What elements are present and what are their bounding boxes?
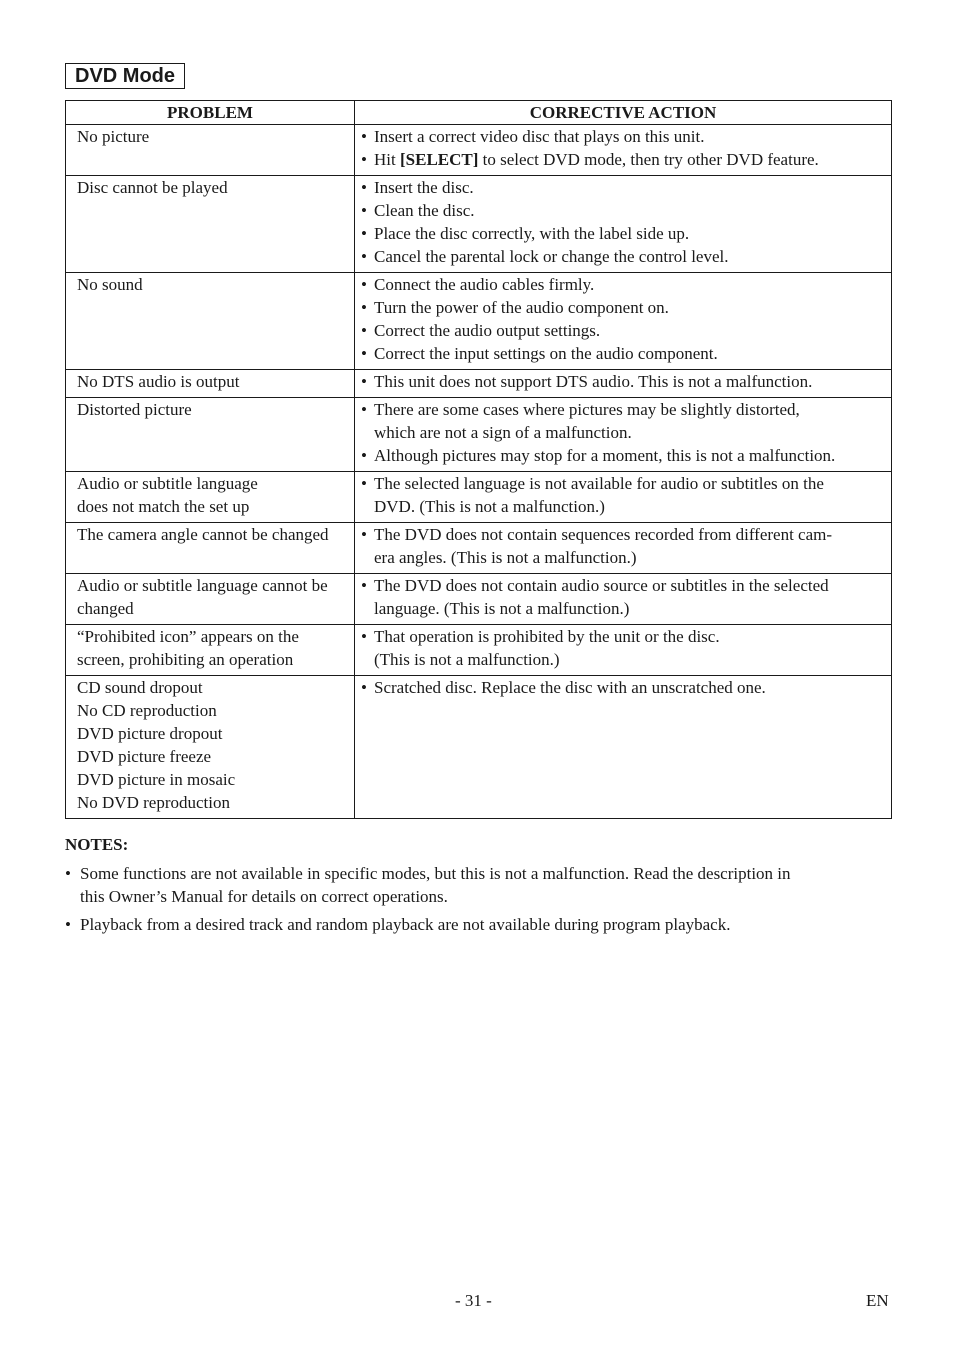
corrective-action-cell [355,676,892,819]
bullet-icon: • [361,446,367,465]
bullet-icon: • [361,247,367,266]
problem-cell [66,176,355,273]
note-item [65,913,865,936]
action-item [361,273,885,296]
bullet-icon: • [361,321,367,340]
problem-text: CD sound dropout [77,678,203,697]
action-text: Connect the audio cables firmly. [374,275,595,294]
corrective-action-cell [355,625,892,676]
table-row [66,625,892,676]
corrective-action-cell [355,273,892,370]
problem-cell [66,273,355,370]
page-number: - 31 - [455,1291,492,1310]
bullet-icon: • [361,576,367,595]
troubleshooting-table [65,100,892,819]
action-text: Clean the disc. [374,201,475,220]
action-text: Cancel the parental lock or change the control level. [374,247,729,266]
bullet-icon: • [361,344,367,363]
corrective-action-cell [355,574,892,625]
problem-cell [66,625,355,676]
problem-text: No CD reproduction [77,701,217,720]
problem-cell [66,370,355,398]
bullet-icon: • [361,678,367,697]
problem-text: screen, prohibiting an operation [77,650,294,669]
note-text: Some functions are not available in specific modes, but this is not a malfunction. Read the description in [80,864,791,883]
corrective-action-cell [355,523,892,574]
action-item [361,398,885,444]
problem-text: does not match the set up [77,497,250,516]
problem-text: “Prohibited icon” appears on the [77,627,299,646]
problem-text: Audio or subtitle language [77,474,258,493]
action-text: Correct the input settings on the audio component. [374,344,718,363]
action-text: which are not a sign of a malfunction. [374,423,632,442]
action-item [361,245,885,268]
corrective-action-cell [355,125,892,176]
action-item [361,676,885,699]
action-item [361,625,885,671]
bullet-icon: • [361,400,367,419]
action-item [361,444,885,467]
table-row [66,472,892,523]
problem-text: No DVD reproduction [77,793,230,812]
action-item [361,176,885,199]
action-text: The DVD does not contain audio source or subtitles in the selected [374,576,829,595]
select-key-label: [SELECT] [399,150,479,169]
action-item [361,370,885,393]
problem-text: No picture [77,127,150,146]
note-item [65,862,865,908]
corrective-action-cell [355,176,892,273]
problem-text: changed [77,599,134,618]
header-corrective-action: CORRECTIVE ACTION [355,101,892,125]
action-text: Hit [SELECT] to select DVD mode, then try other DVD feature. [374,150,819,169]
note-text: this Owner’s Manual for details on correct operations. [80,887,448,906]
bullet-icon: • [65,864,71,883]
problem-cell [66,398,355,472]
action-item [361,523,885,569]
bullet-icon: • [361,474,367,493]
bullet-icon: • [361,178,367,197]
action-item [361,574,885,620]
action-item [361,342,885,365]
problem-cell [66,472,355,523]
table-header-row [66,101,892,125]
action-text: The selected language is not available for audio or subtitles on the [374,474,824,493]
action-text: language. (This is not a malfunction.) [374,599,630,618]
header-problem: PROBLEM [66,101,355,125]
action-text: Correct the audio output settings. [374,321,601,340]
corrective-action-cell [355,472,892,523]
problem-text: No sound [77,275,143,294]
problem-cell [66,125,355,176]
table-row [66,370,892,398]
problem-text: Distorted picture [77,400,192,419]
bullet-icon: • [361,298,367,317]
bullet-icon: • [361,127,367,146]
action-text: (This is not a malfunction.) [374,650,560,669]
action-text: Turn the power of the audio component on. [374,298,669,317]
action-text: That operation is prohibited by the unit or the disc. [374,627,720,646]
action-text: The DVD does not contain sequences recorded from different cam- [374,525,833,544]
bullet-icon: • [361,150,367,169]
action-text: Insert the disc. [374,178,474,197]
problem-text: The camera angle cannot be changed [77,525,329,544]
problem-text: No DTS audio is output [77,372,240,391]
action-text: This unit does not support DTS audio. This is not a malfunction. [374,372,813,391]
action-item [361,199,885,222]
action-text: Place the disc correctly, with the label side up. [374,224,690,243]
problem-cell [66,676,355,819]
notes-list [65,862,865,936]
action-text: There are some cases where pictures may be slightly distorted, [374,400,800,419]
action-item [361,148,885,171]
corrective-action-cell [355,398,892,472]
bullet-icon: • [361,201,367,220]
notes-title: NOTES: [65,835,129,854]
table-row [66,523,892,574]
action-item [361,222,885,245]
action-text: era angles. (This is not a malfunction.) [374,548,637,567]
action-text: DVD. (This is not a malfunction.) [374,497,605,516]
table-row [66,676,892,819]
problem-cell [66,523,355,574]
table-row [66,176,892,273]
notes-section [65,833,865,941]
bullet-icon: • [361,372,367,391]
bullet-icon: • [361,525,367,544]
action-item [361,296,885,319]
action-item [361,472,885,518]
table-row [66,398,892,472]
bullet-icon: • [361,275,367,294]
bullet-icon: • [65,915,71,934]
problem-text: DVD picture freeze [77,747,212,766]
action-text: Scratched disc. Replace the disc with an unscratched one. [374,678,766,697]
action-item [361,319,885,342]
action-text: Although pictures may stop for a moment, this is not a malfunction. [374,446,836,465]
action-text: Insert a correct video disc that plays on this unit. [374,127,705,146]
problem-text: Audio or subtitle language cannot be [77,576,328,595]
problem-cell [66,574,355,625]
bullet-icon: • [361,627,367,646]
table-row [66,125,892,176]
corrective-action-cell [355,370,892,398]
language-code: EN [866,1291,889,1310]
bullet-icon: • [361,224,367,243]
table-row [66,574,892,625]
problem-text: DVD picture dropout [77,724,223,743]
problem-text: Disc cannot be played [77,178,228,197]
problem-text: DVD picture in mosaic [77,770,236,789]
note-text: Playback from a desired track and random playback are not available during program playback. [80,915,731,934]
action-item [361,125,885,148]
section-title: DVD Mode [65,63,185,89]
table-row [66,273,892,370]
